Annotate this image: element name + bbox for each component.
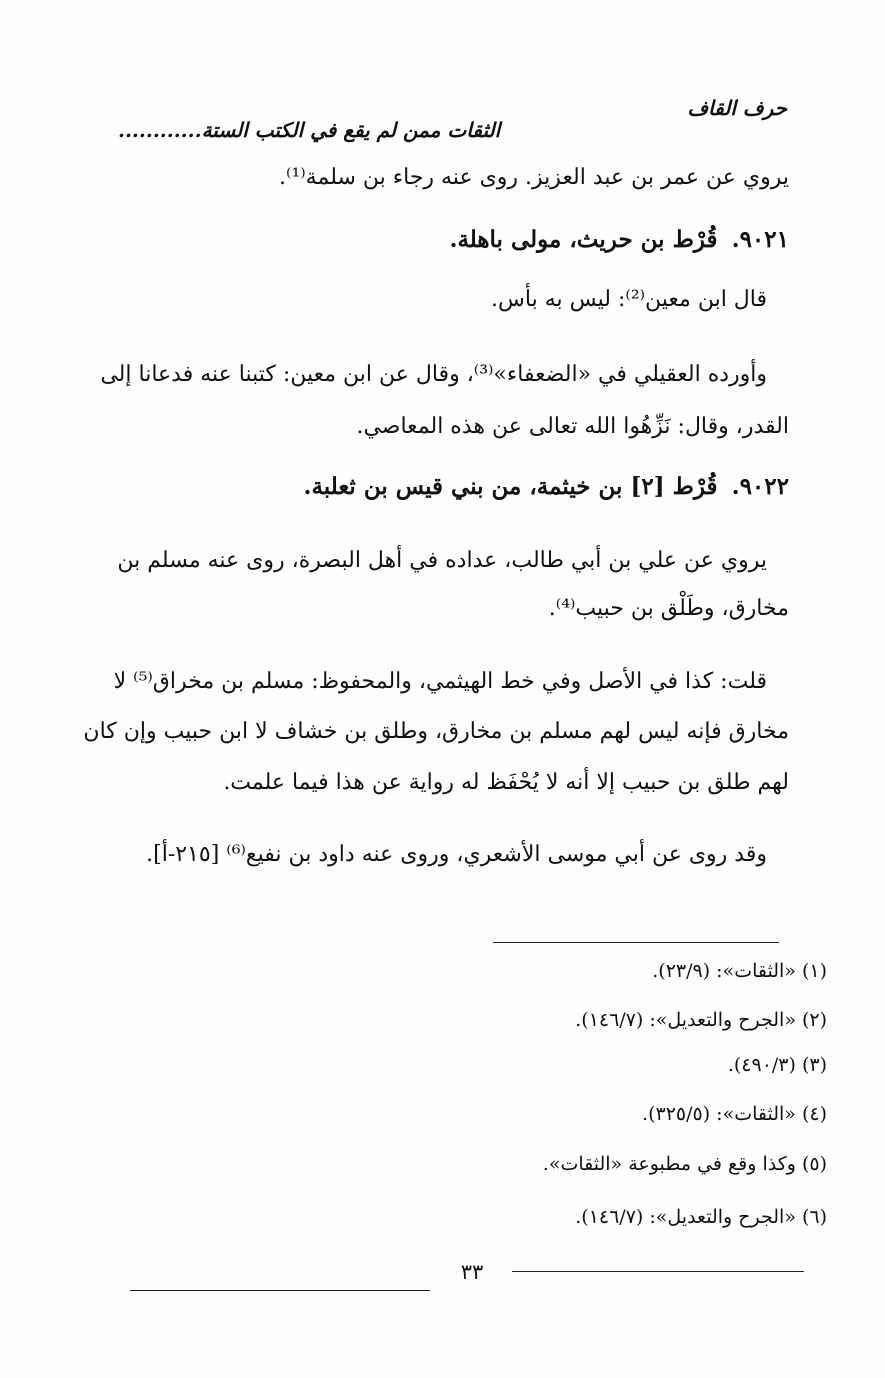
body-line: قلت: كذا في الأصل وفي خط الهيثمي، والمحفوظ: مسلم بن مخراق⁽⁵⁾ لا (113, 669, 767, 694)
footnote-number: (٦) (801, 1206, 827, 1228)
footnote (652, 960, 827, 982)
footnote-number: (٥) (801, 1153, 827, 1175)
entry-heading-9022 (303, 473, 789, 501)
body-line: القدر، وقال: نَزِّهُوا الله تعالى عن هذه المعاصي. (356, 414, 789, 439)
footnote (575, 1009, 827, 1031)
body-line: قال ابن معين⁽²⁾: ليس به بأس. (491, 287, 767, 312)
footnote-number: (٢) (801, 1009, 827, 1031)
footer-rule (130, 1290, 430, 1291)
book-title (118, 118, 500, 142)
body-line: مخارق، وطَلْق بن حبيب⁽⁴⁾. (548, 596, 789, 621)
footnote (575, 1206, 827, 1228)
body-line: يروي عن علي بن أبي طالب، عداده في أهل البصرة، روى عنه مسلم بن (117, 548, 767, 573)
entry-number: ٩٠٢٢. (731, 473, 789, 500)
footnote-number: (١) (801, 960, 827, 982)
body-line: مخارق فإنه ليس لهم مسلم بن مخارق، وطلق بن خشاف لا ابن حبيب وإن كان (83, 719, 789, 744)
footnote-separator (493, 942, 779, 943)
page-number: ٣٣ (460, 1260, 484, 1284)
chapter-title: حرف القاف (687, 96, 787, 120)
footnote-text: «الجرح والتعديل»: (١٤٦/٧). (575, 1009, 796, 1031)
footnote-number: (٤) (801, 1103, 827, 1125)
book-title-text: الثقات ممن لم يقع في الكتب الستة (201, 118, 501, 142)
footnote-text: وكذا وقع في مطبوعة «الثقات». (542, 1153, 796, 1175)
entry-name: قُرْط [٢] بن خيثمة، من بني قيس بن ثعلبة. (303, 473, 718, 500)
entry-heading-9021 (449, 226, 789, 254)
footnote-text: «الجرح والتعديل»: (١٤٦/٧). (575, 1206, 796, 1228)
body-line: وقد روى عن أبي موسى الأشعري، وروى عنه داود بن نفيع⁽⁶⁾ [٢١٥-أ]. (146, 842, 767, 867)
footnote-number: (٣) (801, 1054, 827, 1076)
footnote (728, 1054, 827, 1076)
footer-rule (512, 1271, 804, 1272)
entry-number: ٩٠٢١. (731, 226, 789, 253)
footnote-text: «الثقات»: (٣٢٥/٥). (642, 1103, 796, 1125)
footnote-text: «الثقات»: (٢٣/٩). (652, 960, 796, 982)
body-line: وأورده العقيلي في «الضعفاء»⁽³⁾، وقال عن ابن معين: كتبنا عنه فدعانا إلى (100, 362, 767, 387)
footnote (543, 1153, 827, 1175)
footnote (642, 1103, 827, 1125)
body-line: يروي عن عمر بن عبد العزيز. روى عنه رجاء بن سلمة⁽¹⁾. (279, 165, 789, 190)
dot-leader: ............ (118, 118, 202, 142)
footnote-text: (٤٩٠/٣). (727, 1054, 796, 1076)
body-line: لهم طلق بن حبيب إلا أنه لا يُحْفَظ له رواية عن هذا فيما علمت. (223, 770, 789, 795)
entry-name: قُرْط بن حريث، مولى باهلة. (449, 226, 718, 253)
running-header (118, 96, 787, 144)
